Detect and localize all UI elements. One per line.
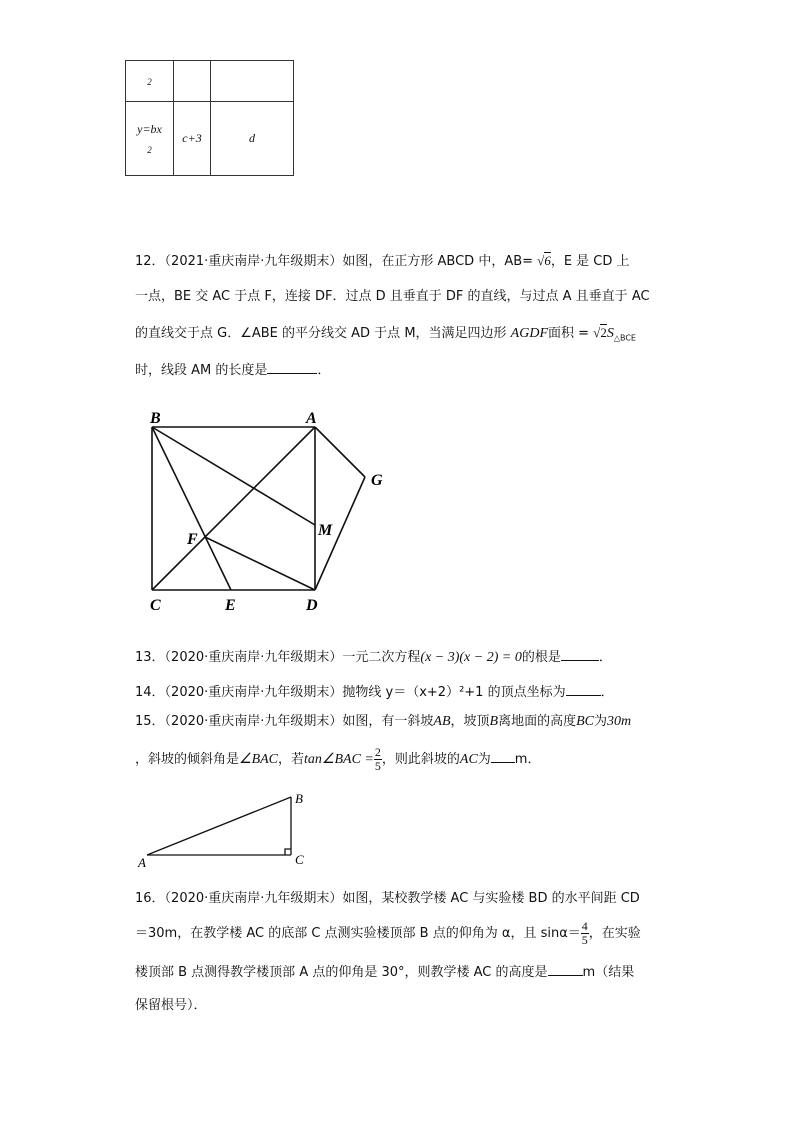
segment-AG	[315, 427, 365, 477]
q13-line: 13．（2020·重庆南岸·九年级期末）一元二次方程(x − 3)(x − 2) = 0的根是 ．	[135, 650, 612, 665]
fraction-2-5: $\frac{2}{5}$	[374, 745, 381, 773]
answer-blank	[548, 963, 583, 976]
q12-line2: 一点，BE 交 AC 于点 F，连接 DF．过点 D 且垂直于 DF 的直线，与过点 A 且垂直于 AC	[135, 289, 650, 304]
label-G: G	[371, 472, 383, 489]
q16-line2: ＝30m，在教学楼 AC 的底部 C 点测实验楼顶部 B 点的仰角为 α，且 sinα＝ $\frac{4}{5}$ ，在实验	[135, 919, 641, 947]
q12-line4: 时，线段 AM 的长度是 ．	[135, 363, 331, 378]
table-cell: 2	[126, 61, 174, 102]
values-table	[125, 60, 294, 176]
label-E: E	[225, 597, 236, 614]
label-B: B	[150, 410, 161, 427]
q16-line1: 16．（2020·重庆南岸·九年级期末）如图，某校教学楼 AC 与实验楼 BD 的水平间距 CD	[135, 891, 640, 906]
table-cell	[126, 102, 174, 176]
label-A: A	[306, 410, 317, 427]
slope-figure	[135, 790, 315, 870]
q12-line3: 的直线交于点 G．∠ABE 的平分线交 AD 于点 M，当满足四边形 AGDF面积 = $√2S_{\triangle BCE}$	[135, 325, 636, 343]
table-cell: d	[211, 102, 294, 176]
table-cell-text: y=bx	[137, 122, 162, 136]
square-figure	[140, 405, 400, 615]
fraction-4-5: $\frac{4}{5}$	[581, 919, 588, 947]
label-B: B	[295, 791, 303, 806]
q15-line2: ，斜坡的倾斜角是∠BAC，若tan∠BAC = $\frac{2}{5}$ ，则此斜坡的AC为 m．	[135, 745, 541, 773]
segment-AB	[147, 797, 291, 855]
q12-line1: 12．（2021·重庆南岸·九年级期末）如图，在正方形 ABCD 中，AB= √6，E 是 CD 上	[135, 253, 630, 269]
segment-FD	[205, 537, 315, 590]
label-F: F	[187, 531, 198, 548]
table-cell: c+3	[174, 102, 211, 176]
q14-line: 14．（2020·重庆南岸·九年级期末）抛物线 y＝（x+2）²+1 的顶点坐标为 ．	[135, 685, 614, 700]
table-cell-sub: 2	[147, 145, 152, 155]
label-C: C	[150, 597, 161, 614]
q16-line4: 保留根号）．	[135, 998, 207, 1013]
q15-line1: 15．（2020·重庆南岸·九年级期末）如图，有一斜坡AB，坡顶B离地面的高度BC为30m	[135, 714, 632, 729]
answer-blank	[491, 750, 515, 763]
q16-line3: 楼顶部 B 点测得教学楼顶部 A 点的仰角是 30°，则教学楼 AC 的高度是 m（结果	[135, 965, 635, 980]
answer-blank	[561, 648, 599, 661]
label-M: M	[318, 522, 333, 539]
label-A: A	[138, 855, 146, 870]
answer-blank	[267, 361, 317, 374]
label-C: C	[295, 852, 304, 867]
answer-blank	[566, 683, 601, 696]
label-D: D	[306, 597, 318, 614]
table-cell	[211, 61, 294, 102]
table-cell	[174, 61, 211, 102]
right-angle-mark	[285, 849, 291, 855]
segment-AC	[152, 427, 315, 590]
